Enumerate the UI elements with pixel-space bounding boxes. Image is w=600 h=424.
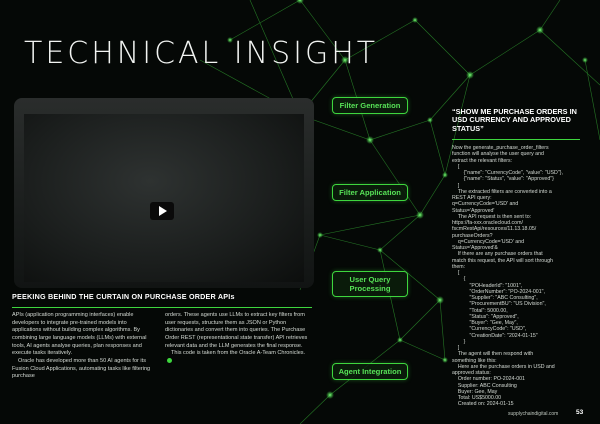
footer-link[interactable]: supplychaindigital.com [508,411,559,417]
paragraph: APIs (application programming interfaces) enable developers to integrate pre-trained models into applications without building complex algorithms. By combining large language models (LLMs) with external tools, AI agents analyse queries, plan responses and execute tasks iteratively. [12,312,147,357]
end-mark-icon [167,358,172,363]
body-column-2 [165,312,309,366]
paragraph: Oracle has developed more than 50 AI agents for its Fusion Cloud Applications, automating tasks like filtering purchase [12,357,151,380]
paragraph [165,350,309,365]
body-column-1 [12,312,156,381]
paragraph: orders. These agents use LLMs to extract key filters from user requests, structure them as JSON or Python dictionaries and convert them into queries. The Purchase Order REST (representational state transfer) API retrieves relevant data and the LLM generates the final response. [165,312,308,349]
agent-integration-label: Agent Integration [332,363,408,380]
filter-application-label: Filter Application [332,184,408,201]
code-walkthrough: Now the generate_purchase_order_filters function will analyse the user query and extract the relevant filters: [ {"name": "CurrencyCode", "value": "USD"}, {"name": "Status", "value": "Approved"} ] The extracted filters are converted into a REST API query: q=CurrencyCode='USD' and Status='Approved' The API request is then sent to: https://fa-xxx.oraclecloud.com/ fscmRestApi/resources/11.13.18.05/ purchaseOrders? q=CurrencyCode='USD' and Status='Approved'& If there are any purchase orders that match this request, the API will sort through them: [ { "POHeaderId": "1001", "OrderNumber": "PO-2024-001", "Supplier": "ABC Consulting", "ProcurementBU": "US Division", "Total": 5000.00, "Status": "Approved", "Buyer": "Gee, May", "CurrencyCode": "USD", "CreationDate": "2024-01-15" } ] The agent will then respond with something like this: Here are the purchase orders in USD and approved status: Order number: PO-2024-001 Supplier: ABC Consulting Buyer: Gee, May Total: US$5000.00 Created on: 2024-01-15 [452,145,563,408]
video-thumbnail [24,114,304,282]
page-title: TECHNICAL INSIGHT [24,36,379,71]
user-query-processing-label: User Query Processing [332,271,408,297]
query-quote: “SHOW ME PURCHASE ORDERS IN USD CURRENCY AND APPROVED STATUS” [452,108,580,140]
paragraph-text: This code is taken from the Oracle A-Team Chronicles. [171,350,306,357]
play-icon[interactable] [150,202,174,220]
section-heading: PEEKING BEHIND THE CURTAIN ON PURCHASE ORDER APIs [12,292,312,308]
page-number: 53 [576,409,584,416]
video-player[interactable] [14,98,314,288]
filter-generation-label: Filter Generation [332,97,408,114]
